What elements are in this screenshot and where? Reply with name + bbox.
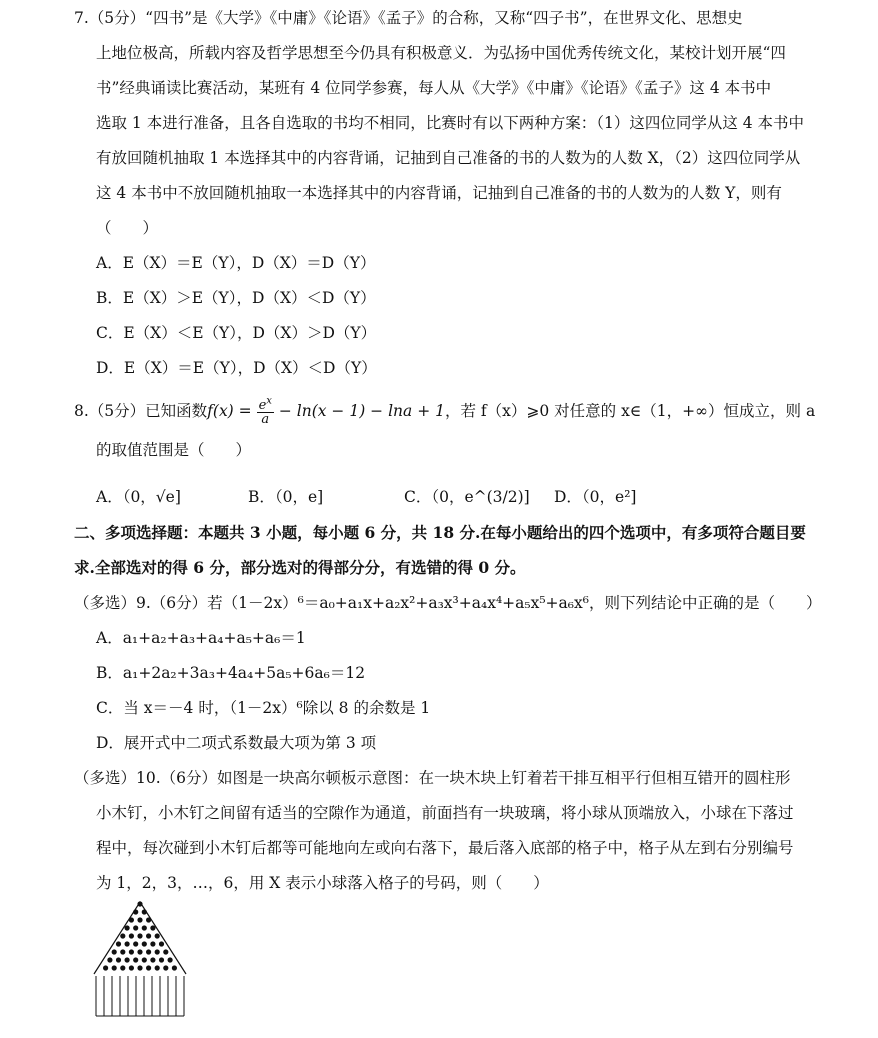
galton-peg [120, 933, 125, 938]
galton-peg [120, 949, 125, 954]
q9-option-a[interactable]: A．a₁+a₂+a₃+a₄+a₅+a₆＝1 [96, 629, 306, 647]
q8-stem [74, 395, 816, 427]
galton-pegs [103, 901, 177, 970]
galton-peg [146, 917, 151, 922]
q7-option-a[interactable]: A．E（X）＝E（Y），D（X）＝D（Y） [96, 254, 376, 272]
galton-peg [125, 925, 130, 930]
galton-peg [155, 965, 160, 970]
galton-board-figure [90, 896, 190, 1020]
q7-line-1: 7.（5分）“四书”是《大学》《中庸》《论语》《孟子》的合称，又称“四子书”，在世界文化、思想史 [74, 9, 743, 27]
section-2-heading-line-1: 二、多项选择题：本题共 3 小题，每小题 6 分，共 18 分.在每小题给出的四个选项中，有多项符合题目要 [74, 523, 806, 542]
galton-peg [137, 949, 142, 954]
galton-peg [163, 949, 168, 954]
galton-peg [112, 965, 117, 970]
galton-peg [133, 957, 138, 962]
q8-frac-num: e [258, 397, 267, 413]
q7-line-4: 选取 1 本进行准备，且各自选取的书均不相同，比赛时有以下两种方案：（1）这四位同学从这 4 本书中 [96, 114, 805, 132]
q10-line-2: 小木钉，小木钉之间留有适当的空隙作为通道，前面挡有一块玻璃，将小球从顶端放入，小球在下落过 [96, 804, 794, 822]
q7-option-b[interactable]: B．E（X）＞E（Y），D（X）＜D（Y） [96, 289, 376, 307]
q10-line-1: （多选）10.（6分）如图是一块高尔顿板示意图：在一块木块上钉着若干排互相平行但相互错开的圆柱形 [74, 769, 791, 787]
galton-peg [137, 917, 142, 922]
galton-peg [155, 933, 160, 938]
q8-line-2: 的取值范围是（ ） [96, 441, 252, 459]
q7-option-c[interactable]: C．E（X）＜E（Y），D（X）＞D（Y） [96, 324, 377, 342]
galton-peg [137, 965, 142, 970]
q9-option-b[interactable]: B．a₁+2a₂+3a₃+4a₄+5a₅+6a₆＝12 [96, 664, 366, 682]
galton-peg [168, 957, 173, 962]
galton-peg [150, 957, 155, 962]
q8-frac-den: a [261, 411, 270, 427]
galton-peg [146, 933, 151, 938]
q7-line-3: 书”经典诵读比赛活动，某班有 4 位同学参赛，每人从《大学》《中庸》《论语》《孟子》这 4 本书中 [96, 79, 772, 97]
q7-line-6: 这 4 本书中不放回随机抽取一本选择其中的内容背诵，记抽到自己准备的书的人数为的人数 Y，则有 [96, 184, 782, 202]
q8-prefix: 8.（5分）已知函数 [74, 402, 208, 420]
galton-peg [129, 965, 134, 970]
galton-peg [146, 965, 151, 970]
q9-option-d[interactable]: D．展开式中二项式系数最大项为第 3 项 [96, 734, 377, 752]
galton-peg [133, 941, 138, 946]
galton-peg [120, 965, 125, 970]
q8-fraction [257, 395, 274, 427]
galton-peg [133, 909, 138, 914]
galton-peg [142, 925, 147, 930]
galton-slots [96, 976, 184, 1016]
q8-suffix: ，若 f（x）⩾0 对任意的 x∈（1，+∞）恒成立，则 a [444, 402, 816, 420]
q8-frac-num-sup: x [266, 395, 272, 407]
galton-peg [159, 941, 164, 946]
q7-line-2: 上地位极高，所载内容及哲学思想至今仍具有积极意义．为弘扬中国优秀传统文化，某校计划开展“四 [96, 44, 786, 62]
galton-peg [155, 949, 160, 954]
q7-option-d[interactable]: D．E（X）＝E（Y），D（X）＜D（Y） [96, 359, 377, 377]
galton-peg [163, 965, 168, 970]
q9-option-c[interactable]: C．当 x＝－4 时，（1－2x）⁶除以 8 的余数是 1 [96, 699, 431, 717]
galton-peg [150, 925, 155, 930]
q8-func-rhs: − ln(x − 1) − lna + 1 [273, 402, 445, 420]
galton-peg [142, 941, 147, 946]
q10-line-3: 程中，每次碰到小木钉后都等可能地向左或向右落下，最后落入底部的格子中，格子从左到右分别编号 [96, 839, 794, 857]
galton-peg [125, 941, 130, 946]
galton-peg [159, 957, 164, 962]
galton-peg [103, 965, 108, 970]
galton-peg [172, 965, 177, 970]
galton-peg [116, 941, 121, 946]
q8-func-lhs: f(x) = [207, 402, 257, 420]
q7-line-5: 有放回随机抽取 1 本选择其中的内容背诵，记抽到自己准备的书的人数为的人数 X，（2）这四位同学从 [96, 149, 801, 167]
q8-option-c[interactable]: C．（0，e^(3/2)] [404, 488, 530, 506]
galton-peg [142, 957, 147, 962]
galton-peg [112, 949, 117, 954]
galton-peg [129, 949, 134, 954]
galton-peg [137, 901, 142, 906]
galton-peg [146, 949, 151, 954]
q9-stem: （多选）9.（6分）若（1－2x）⁶＝a₀+a₁x+a₂x²+a₃x³+a₄x⁴+a₅x⁵+a₆x⁶，则下列结论中正确的是（ ） [74, 594, 822, 612]
q10-line-4: 为 1，2，3，…，6，用 X 表示小球落入格子的号码，则（ ） [96, 874, 549, 892]
q8-option-d[interactable]: D．（0，e²] [554, 488, 637, 506]
galton-peg [129, 917, 134, 922]
q8-option-a[interactable]: A．（0，√e] [96, 488, 181, 506]
q8-option-b[interactable]: B．（0，e] [248, 488, 324, 506]
galton-peg [142, 909, 147, 914]
galton-peg [116, 957, 121, 962]
q7-line-7: （ ） [96, 219, 159, 237]
galton-peg [133, 925, 138, 930]
galton-peg [125, 957, 130, 962]
galton-peg [107, 957, 112, 962]
galton-peg [129, 933, 134, 938]
galton-peg [150, 941, 155, 946]
section-2-heading-line-2: 求.全部选对的得 6 分，部分选对的得部分分，有选错的得 0 分。 [74, 558, 526, 577]
galton-peg [137, 933, 142, 938]
